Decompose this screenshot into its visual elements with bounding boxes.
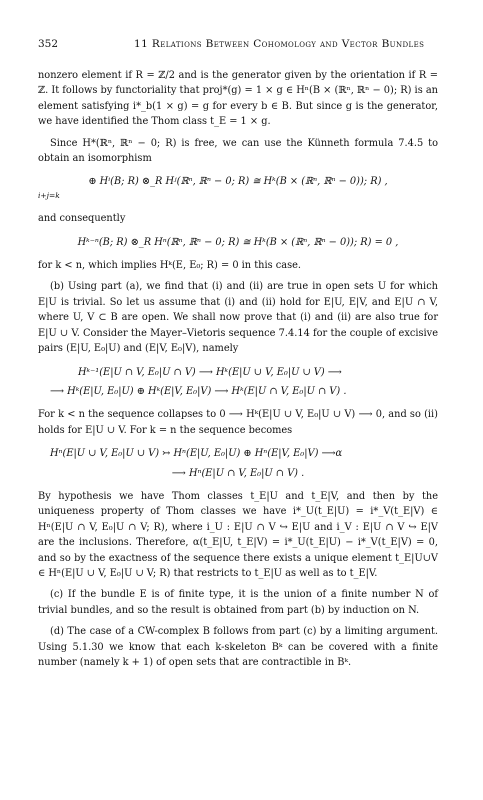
paragraph-3: and consequently	[38, 213, 126, 225]
paragraph-thom-classes: By hypothesis we have Thom classes t_E|U and t_E|V, and then by the uniqueness property of Thom classes we have i*_U(t_E|U) = i*_V(t_E|V) ∈ Hⁿ(E|U ∩ V, E₀|U ∩ V; R), where i_U : E|U ∩ V ↪ E|U and i_V : E|U ∩ V ↪ E|V are the inclusions. Therefore, α(t_E|U, t_E|V) = i*_U(t_E|U) − i*_V(t_E|V) = 0, and so by the exactness of the sequence there exists a unique element t_E|U∪V ∈ Hⁿ(E|U ∪ V, E₀|U ∪ V; R) that restricts to t_E|U as well as to t_E|V.	[38, 490, 438, 579]
paragraph-part-b: (b) Using part (a), we find that (i) and (ii) are true in open sets U for which E|U is trivial. So let us assume that (i) and (ii) hold for E|U, E|V, and E|U ∩ V, where U, V ⊂ B are open. We shall now prove that (i) and (ii) are also true for E|U ∪ V. Consider the Mayer–Vietoris sequence 7.4.14 for the couple of excisive pairs (E|U, E₀|U) and (E|V, E₀|V), namely	[38, 281, 438, 355]
equation-mayer-vietoris-2: ⟶ Hᵏ(E|U, E₀|U) ⊕ Hᵏ(E|V, E₀|V) ⟶ Hᵏ(E|U ∩ V, E₀|U ∩ V) .	[50, 385, 347, 397]
paragraph-part-d: (d) The case of a CW-complex B follows from part (c) by a limiting argument. Using 5.1.30 we know that each k-skeleton Bᵏ can be covered with a finite number (namely k + 1) of open sets that are contractible in Bᵏ.	[38, 626, 438, 668]
body-text	[38, 68, 438, 670]
paragraph-2: Since H*(ℝⁿ, ℝⁿ − 0; R) is free, we can use the Künneth formula 7.4.5 to obtain an isomorphism	[38, 137, 438, 165]
page-number: 352	[38, 38, 59, 50]
equation-degree-n-1: Hⁿ(E|U ∪ V, E₀|U ∪ V) ↣ Hⁿ(E|U, E₀|U) ⊕ Hⁿ(E|V, E₀|V) ⟶α	[50, 448, 343, 460]
paragraph-6: For k < n the sequence collapses to 0 ⟶ Hᵏ(E|U ∪ V, E₀|U ∪ V) ⟶ 0, and so (ii) holds for E|U ∪ V. For k = n the sequence becomes	[38, 409, 438, 436]
equation-mayer-vietoris-1: Hᵏ⁻¹(E|U ∩ V, E₀|U ∩ V) ⟶ Hᵏ(E|U ∪ V, E₀|U ∪ V) ⟶	[78, 366, 342, 378]
paragraph-part-c: (c) If the bundle E is of finite type, it is the union of a finite number N of trivial bundles, and so the result is obtained from part (b) by induction on N.	[38, 589, 438, 616]
equation-consequence: Hᵏ⁻ⁿ(B; R) ⊗_R Hⁿ(ℝⁿ, ℝⁿ − 0; R) ≅ Hᵏ(B × (ℝⁿ, ℝⁿ − 0)); R) = 0 ,	[77, 236, 399, 248]
paragraph-4: for k < n, which implies Hᵏ(E, E₀; R) = 0 in this case.	[38, 260, 302, 272]
equation-kunneth-subscript: i+j=k	[38, 190, 60, 200]
paragraph-1: nonzero element if R = ℤ/2 and is the generator given by the orientation if R = ℤ. It follows by functoriality that proj*(g) = 1 × g ∈ Hⁿ(B × (ℝⁿ, ℝⁿ − 0); R) is an element satisfying i*_b(1 × g) = g for every b ∈ B. But since g is the generator, we have identified the Thom class t_E = 1 × g.	[38, 70, 438, 128]
equation-kunneth-text: ⊕ Hⁱ(B; R) ⊗_R Hʲ(ℝⁿ, ℝⁿ − 0; R) ≅ Hᵏ(B × (ℝⁿ, ℝⁿ − 0)); R) ,	[88, 176, 388, 188]
running-head	[38, 38, 445, 52]
equation-kunneth	[38, 174, 438, 203]
chapter-title: 11 Relations Between Cohomology and Vector Bundles	[134, 38, 425, 50]
equation-degree-n-2: ⟶ Hⁿ(E|U ∩ V, E₀|U ∩ V) .	[171, 467, 305, 479]
